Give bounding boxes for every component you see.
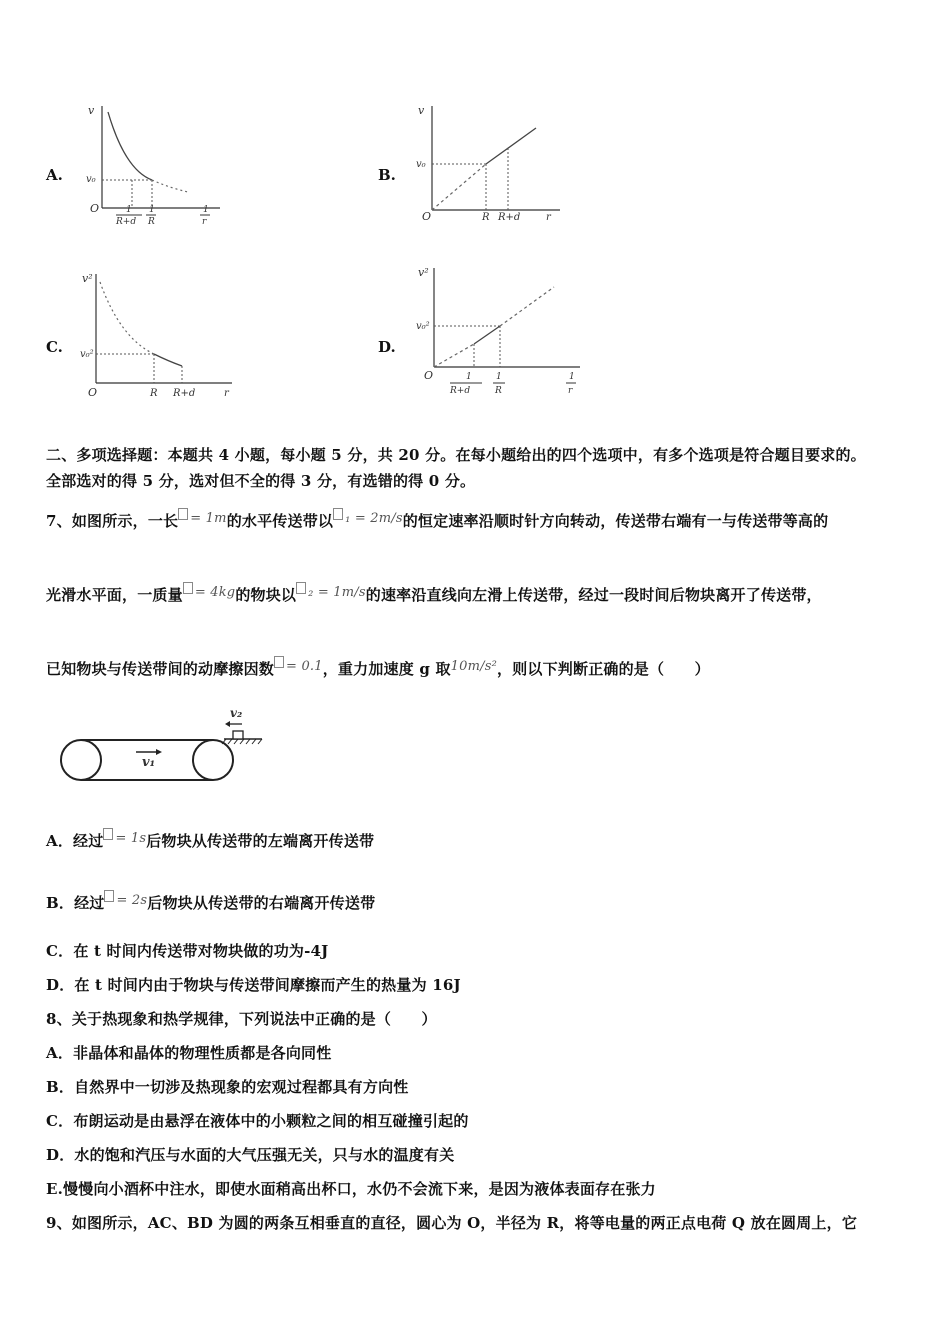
q7-eq-g: 10m/s² [450, 659, 497, 674]
q7-text-2b: 的物块以 [235, 586, 297, 604]
section-2-line-2: 全部选对的得 5 分，选对但不全的得 3 分，有选错的得 0 分。 [46, 472, 476, 490]
graph-a-ylabel: v [88, 104, 95, 117]
graph-b-x1: R [482, 212, 490, 223]
graph-c-x1: R [150, 388, 158, 399]
graph-c-x2: R+d [173, 388, 196, 399]
fig-v2-label: v₂ [230, 706, 243, 720]
graph-d-x3-den: r [568, 386, 573, 396]
q8-option-e: E.慢慢向小酒杯中注水，即使水面稍高出杯口，水仍不会流下来，是因为液体表面存在张力 [46, 1180, 656, 1198]
option-c-letter: C. [46, 338, 63, 356]
q8-option-b: B．自然界中一切涉及热现象的宏观过程都具有方向性 [46, 1078, 409, 1096]
q7-eq-mu: = 0.1 [286, 659, 323, 674]
graph-a-x2-den: R [148, 217, 155, 227]
graph-a-x2-num: 1 [149, 205, 155, 215]
q7-option-a [46, 828, 374, 851]
graph-b-x3: r [546, 212, 551, 223]
q7-option-c: C．在 t 时间内传送带对物块做的功为-4J [46, 942, 329, 960]
graph-d [410, 262, 585, 407]
q7-eq-v2: ₂ = 1m/s [308, 585, 366, 600]
graph-c-y0: v₀² [80, 349, 94, 360]
graph-b-ylabel: v [418, 104, 425, 117]
q7-option-a-text-1: A．经过 [46, 832, 104, 850]
q7-option-b-text-1: B．经过 [46, 894, 105, 912]
graph-d-x2-num: 1 [496, 372, 502, 382]
fig-v1-label: v₁ [142, 755, 156, 770]
q7-option-a-eq: = 1s [115, 831, 147, 846]
graph-a-origin: O [90, 202, 100, 215]
q9-stem: 9、如图所示，AC、BD 为圆的两条互相垂直的直径，圆心为 O，半径为 R，将等电量的两正点电荷 Q 放在圆周上，它 [46, 1214, 858, 1232]
q7-line-2 [46, 582, 822, 605]
q7-text-3b: ，重力加速度 g 取 [322, 660, 451, 678]
graph-a-x1-den: R+d [116, 217, 137, 227]
conveyor-belt-figure [56, 700, 271, 790]
q7-text-1a: 7、如图所示，一长 [46, 512, 179, 530]
q7-eq-length: = 1m [190, 511, 227, 526]
graph-a-x3-num: 1 [203, 205, 209, 215]
section-2-line-1: 二、多项选择题：本题共 4 小题，每小题 5 分，共 20 分。在每小题给出的四个选项中，有多个选项是符合题目要求的。 [46, 446, 866, 464]
q7-text-1b: 的水平传送带以 [226, 512, 334, 530]
q8-option-c: C．布朗运动是由悬浮在液体中的小颗粒之间的相互碰撞引起的 [46, 1112, 469, 1130]
q7-option-b-eq: = 2s [116, 893, 148, 908]
q7-line-3 [46, 656, 710, 679]
q8-option-a: A．非晶体和晶体的物理性质都是各向同性 [46, 1044, 332, 1062]
eq-placeholder-icon [103, 828, 113, 840]
q7-line-1 [46, 508, 828, 531]
graph-d-x2-den: R [495, 386, 502, 396]
q7-eq-mass: = 4kg [194, 585, 236, 600]
graph-b-origin: O [422, 210, 432, 223]
graph-b-x2: R+d [498, 212, 521, 223]
option-a-letter: A. [46, 166, 63, 184]
q7-option-a-text-2: 后物块从传送带的左端离开传送带 [146, 832, 375, 850]
graph-b-y0: v₀ [416, 159, 426, 170]
graph-c [80, 268, 240, 403]
q7-option-b-text-2: 后物块从传送带的右端离开传送带 [147, 894, 376, 912]
graph-d-ylabel: v² [418, 266, 429, 279]
graph-d-x1-den: R+d [450, 386, 471, 396]
eq-placeholder-icon [333, 508, 343, 520]
q7-text-3a: 已知物块与传送带间的动摩擦因数 [46, 660, 275, 678]
graph-a [80, 100, 230, 230]
q7-text-1c: 的恒定速率沿顺时针方向转动，传送带右端有一与传送带等高的 [402, 512, 829, 530]
graph-a-y0: v₀ [86, 174, 96, 185]
graph-c-origin: O [88, 386, 98, 399]
eq-placeholder-icon [296, 582, 306, 594]
eq-placeholder-icon [178, 508, 188, 520]
q8-stem: 8、关于热现象和热学规律，下列说法中正确的是（ ） [46, 1010, 437, 1028]
q7-text-2a: 光滑水平面，一质量 [46, 586, 183, 604]
graph-d-x3-num: 1 [569, 372, 575, 382]
q7-text-3c: ，则以下判断正确的是（ ） [497, 660, 710, 678]
q7-eq-v1: ₁ = 2m/s [345, 511, 403, 526]
graph-c-ylabel: v² [82, 272, 93, 285]
q7-option-d: D．在 t 时间内由于物块与传送带间摩擦而产生的热量为 16J [46, 976, 461, 994]
q8-option-d: D．水的饱和汽压与水面的大气压强无关，只与水的温度有关 [46, 1146, 455, 1164]
eq-placeholder-icon [183, 582, 193, 594]
graph-c-x3: r [224, 388, 229, 399]
graph-a-x1-num: 1 [126, 205, 132, 215]
graph-d-x1-num: 1 [466, 372, 472, 382]
option-b-letter: B. [378, 166, 396, 184]
q7-text-2c: 的速率沿直线向左滑上传送带，经过一段时间后物块离开了传送带， [365, 586, 822, 604]
q7-option-b [46, 890, 375, 913]
eq-placeholder-icon [104, 890, 114, 902]
graph-b [410, 100, 570, 230]
graph-d-y0: v₀² [416, 321, 430, 332]
eq-placeholder-icon [274, 656, 284, 668]
graph-a-x3-den: r [202, 217, 207, 227]
option-d-letter: D. [378, 338, 396, 356]
graph-d-origin: O [424, 369, 434, 382]
